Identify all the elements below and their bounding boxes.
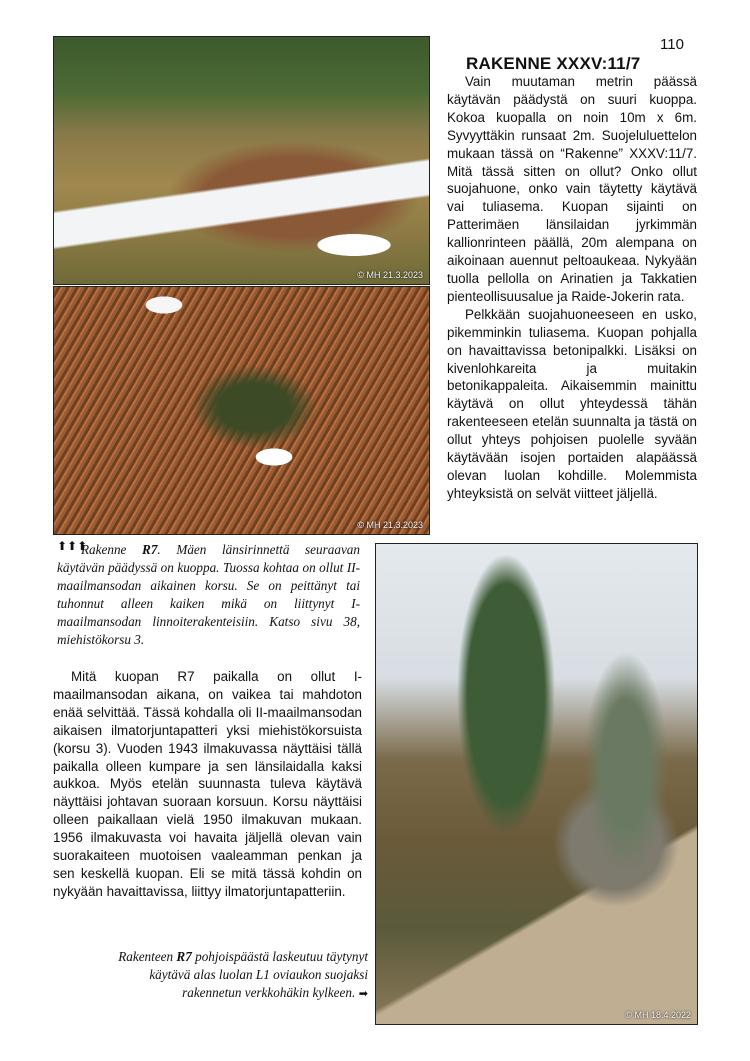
photo-credit: © MH 21.3.2023 <box>357 520 423 530</box>
caption-photo-bottom <box>100 948 368 1003</box>
caption-bold: R7 <box>176 949 192 964</box>
right-column-text <box>447 73 697 503</box>
photo-fenced-trench <box>375 543 698 1025</box>
caption-text: Rakenne <box>81 542 143 557</box>
caption-bold: R7 <box>142 542 158 557</box>
page-number: 110 <box>660 36 684 53</box>
right-arrow-icon: ➡ <box>355 987 368 1000</box>
photo-trench-end-pit <box>53 36 430 285</box>
up-arrows-icon: ⬆⬆⬆ <box>57 539 88 553</box>
photo-credit: © MH 21.3.2023 <box>357 270 423 280</box>
caption-photos-top <box>57 541 360 649</box>
photo-credit: © MH 18.4.2022 <box>625 1010 691 1020</box>
paragraph: Mitä kuopan R7 paikalla on ollut I-maailmansodan aikana, on vaikea tai mahdoton enää selvittää. Tässä kohdalla oli II-maailmansodan aikaisen ilmatorjuntapatteri yksi miehistökorsuista (korsu 3). Vuoden 1943 ilmakuvassa näyttäisi tällä paikalla olleen kumpare ja sen länsilaidalla kaksi aukkoa. Myös etelän suunnasta tuleva käytävä näyttäisi johtavan suoraan korsuun. Korsu näyttäisi olleen paikallaan vielä 1950 ilmakuvan mukaan. 1956 ilmakuvasta voi havaita jäljellä olevan vain suorakaiteen muotoisen vaaleamman penkan ja sen keskellä kuopan. Eli se mitä tässä kohdin on nykyään havaittavissa, liittyy ilmatorjuntapatteriin. <box>53 669 362 899</box>
paragraph: Pelkkään suojahuoneeseen en usko, pikemminkin tuliasema. Kuopan pohjalla on havaittavissa betonipalkki. Lisäksi on kivenlohkareita ja muitakin betonikappaleita. Aikaisemmin mainittu käytävä on ollut yhteydessä tähän rakenteeseen etelän suunnalta ja tästä on ollut yhteys pohjoisen puolelle syvään käytävään isojen portaiden alapäässä olevan luolan kohdille. Molemmista yhteyksistä on selvät viitteet jäljellä. <box>447 306 697 501</box>
paragraph: Vain muutaman metrin päässä käytävän päädystä on suuri kuoppa. Kokoa kuopalla on noin 10m x 6m. Syvyyttäkin runsaat 2m. Suojeluluettelon mukaan tässä on “Rakenne” XXXV:11/7. Mitä tässä sitten on ollut? Onko ollut suojahuone, onko vain täytetty käytävä vai tuliasema. Kuopan sijainti on Patterimäen länsilaidan jyrkimmän kallionrinteen päällä, 20m alempana on aikoinaan auennut peltoaukeaa. Nykyään tuolla pellolla on Arinatien ja Takkatien pienteollisuusalue ja Raide-Jokerin rata. <box>447 74 697 304</box>
section-heading: RAKENNE XXXV:11/7 <box>466 54 641 73</box>
caption-text: . Mäen länsirinnettä seuraavan käytävän päädyssä on kuoppa. Tuossa kohtaa on ollut II-maailmansodan aikainen korsu. Se on peittänyt tai tuhonnut alleen kaiken mikä on liittynyt I-maailmansodan linnoiterakenteisiin. Katso sivu 38, miehistökorsu 3. <box>57 542 360 647</box>
caption-text: pohjoispäästä laskeutuu täytynyt käytävä alas luolan L1 oviaukon suojaksi rakennetun verkkohäkin kylkeen. <box>149 949 368 1000</box>
caption-text: Rakenteen <box>118 949 177 964</box>
left-column-text <box>53 668 362 901</box>
photo-pit-bottom <box>53 286 430 535</box>
